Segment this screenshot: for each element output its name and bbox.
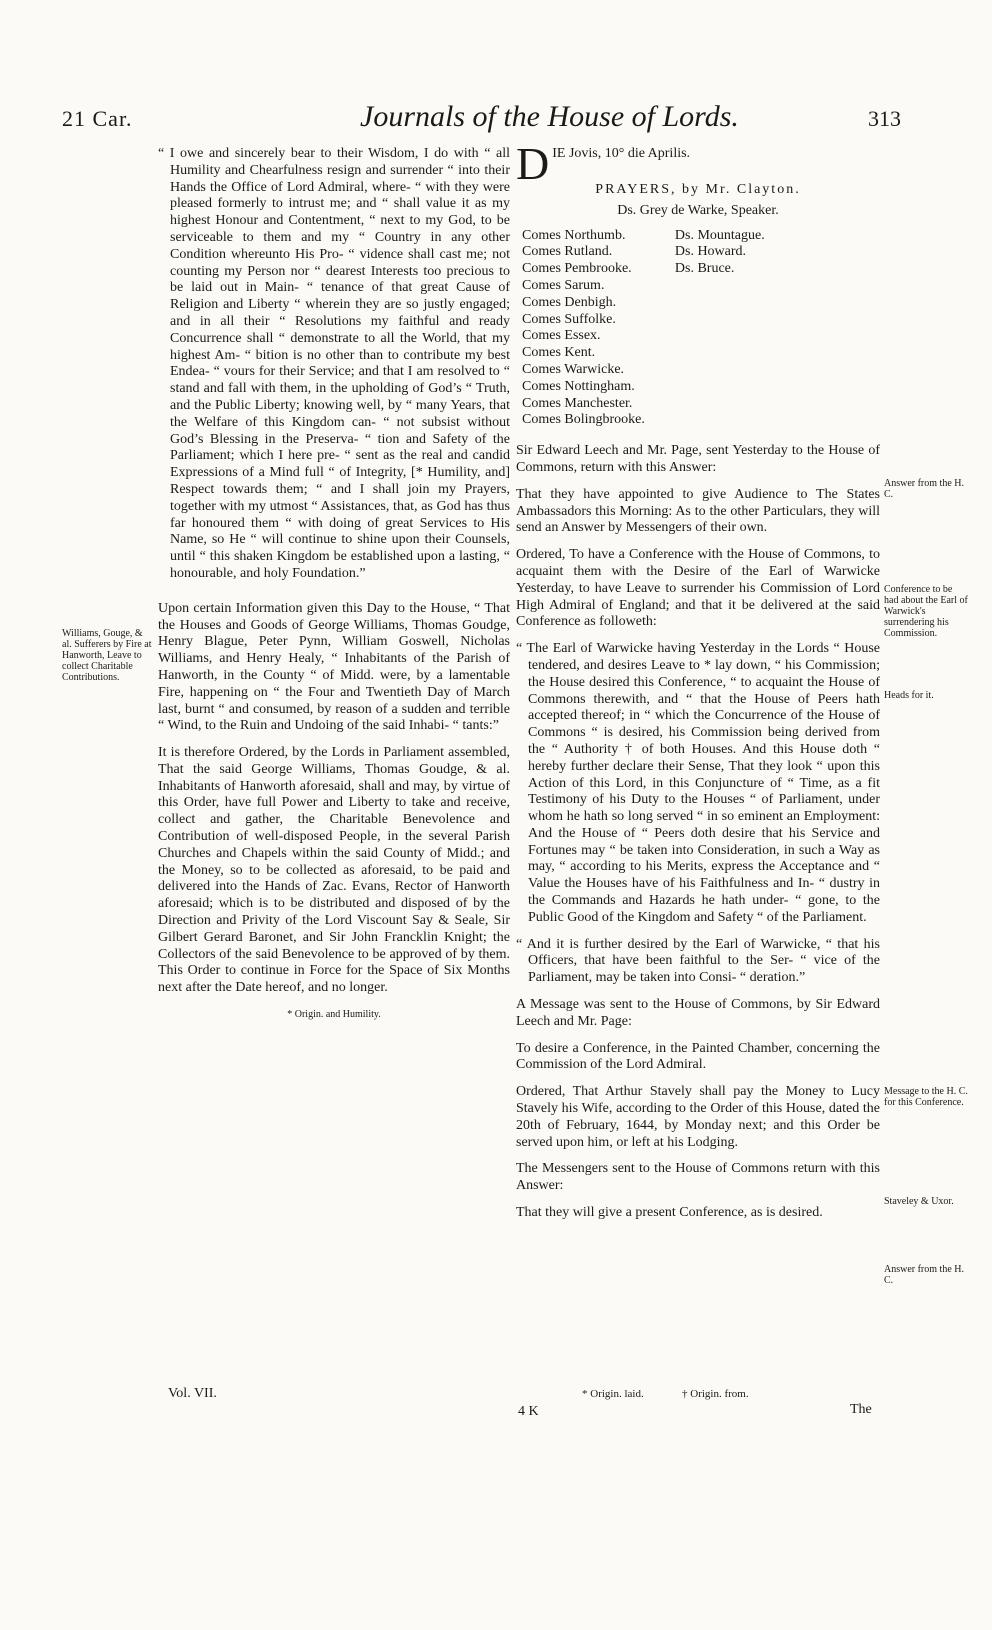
regnal-year: 21 Car. — [62, 106, 133, 131]
paragraph: Sir Edward Leech and Mr. Page, sent Yesterday to the House of Commons, return with this Answer: — [516, 443, 880, 475]
attendee: Comes Rutland. — [522, 244, 613, 260]
attendee: Comes Warwicke. — [522, 361, 625, 377]
attendee: Comes Sarum. — [522, 277, 605, 293]
paragraph: “ And it is further desired by the Earl of Warwicke, “ that his Officers, that have been faithful to the Ser- “ vice of the Parliament, may be taken into Consi- “ deration.” — [516, 936, 880, 986]
domini-list — [675, 228, 765, 430]
quote-continuation: “ I owe and sincerely bear to their Wisdom, I do with “ all Humility and Chearfulness resign and surrender “ into their Hands the Office of Lord Admiral, where- “ with they were pleased formerly to intrust me; and “ shall value it as my highest Honour and Contentment, “ next to my God, to be serviceable to them and my “ Country in any other Condition whereunto His Pro- “ vidence shall cast me; not counting my Person nor “ dearest Interests too precious to be laid out in Main- “ tenance of that great Cause of Religion and Liberty “ wherein they are so justly engaged; and in all their “ Resolutions my faithful and ready Concurrence shall “ demonstrate to all the World, that my highest Am- “ bition is no other than to contribute my best Endea- “ vours for their Service; and that I am resolved to “ stand and fall with them, in the upholding of God’s “ Truth, and the Public Liberty; knowing well, by “ many Years, that the Welfare of this Kingdom can- “ not subsist without God’s Blessing in the Preserva- “ tion and Safety of the Parliament; which I here pre- “ sent as the real and candid Expressions of a Mind full “ of Integrity, [* Humility, and] Respect towards them; “ and I shall join my Prayers, together with my utmost “ Assistances, that, as God has thus far honoured them “ with doing of great Services to His Name, so He “ will continue to shine upon their Counsels, until “ this shaken Kingdom be established upon a lasting, “ honourable, and holy Foundation.” — [158, 146, 510, 581]
paragraph: Ordered, To have a Conference with the House of Commons, to acquaint them with the Desire of the Earl of Warwicke Yesterday, to have Leave to surrender his Commission of Lord High Admiral of England; and that it be delivered at the said Conference as followeth: — [516, 547, 880, 630]
prayers-line: PRAYERS, by Mr. Clayton. — [595, 182, 801, 197]
paragraph: Ordered, That Arthur Stavely shall pay the Money to Lucy Stavely his Wife, according to the Order of this House, dated the 20th of February, 1644, by Monday next; and this Order be served upon him, or left at his Lodging. — [516, 1084, 880, 1150]
attendee: Ds. Mountague. — [674, 227, 765, 243]
attendee: Ds. Howard. — [674, 244, 747, 260]
catchword: The — [850, 1402, 872, 1417]
page-number: 313 — [868, 106, 901, 131]
attendee: Comes Denbigh. — [522, 294, 617, 310]
paragraph: “ The Earl of Warwicke having Yesterday in the Lords “ House tendered, and desires Leave to * lay down, “ his Commission; the House desired this Conference, “ to acquaint the House of Commons therewith, and “ that the House of Peers hath accepted thereof; in “ which the Concurrence of the House of Commons “ is desired, his Commission being derived from the “ Authority † of both Houses. And this House doth “ hereby further declare their Sense, That they look “ upon this Action of this Lord, in this Conjuncture of “ Time, as a fit Testimony of his Duty to the Houses “ of Parliament, under whom he hath so long served “ in so eminent an Employment: And the House of “ Peers doth desire that his Service and Fortunes may “ be taken into Consideration, in such a Way as may, “ according to his Merits, express the Acceptance and “ Value the Houses have of his Faithfulness and In- “ dustry in the Commands and Hazards he hath under- “ gone, to the Public Good of the Kingdom and Safety “ of the Parliament. — [516, 641, 880, 925]
signature-mark: 4 K — [518, 1404, 539, 1419]
margin-note: Conference to be had about the Earl of Warwick's surrendering his Commission. — [884, 584, 968, 639]
attendee: Ds. Bruce. — [674, 261, 735, 277]
date-line — [516, 138, 880, 189]
attendance-list — [522, 228, 880, 430]
attendee: Comes Manchester. — [522, 395, 633, 411]
attendee: Comes Bolingbrooke. — [522, 412, 645, 428]
information-paragraph: Upon certain Information given this Day to the House, “ That the Houses and Goods of George Williams, Thomas Goudge, Henry Blague, Peter Pynn, William Goswell, Nicholas Williams, and Henry Healy, “ Inhabitants of the Parish of Hanworth, in the County “ of Midd. were, by a lamentable Fire, happening on “ the Four and Twentieth Day of March last, burnt “ and consumed, by reason of a sudden and terrible “ Wind, to the Ruin and Undoing of the said Inhabi- “ tants:” — [158, 600, 510, 734]
left-column — [158, 146, 510, 1030]
margin-note: Answer from the H. C. — [884, 1264, 964, 1286]
attendee: Comes Northumb. — [522, 227, 626, 243]
date-text: IE Jovis, 10° die Aprilis. — [552, 146, 691, 161]
margin-note: Staveley & Uxor. — [884, 1196, 954, 1207]
attendee: Comes Suffolke. — [522, 311, 616, 327]
page-title: Journals of the House of Lords. — [360, 100, 739, 133]
footnote: * Origin. laid. — [582, 1388, 644, 1400]
margin-note-williams: Williams, Gouge, & al. Sufferers by Fire at Hanworth, Leave to collect Charitable Contributions. — [62, 628, 152, 683]
footnote: † Origin. from. — [682, 1388, 749, 1400]
attendee: Comes Essex. — [522, 328, 601, 344]
order-paragraph: It is therefore Ordered, by the Lords in Parliament assembled, That the said George Williams, Thomas Goudge, & al. Inhabitants of Hanworth aforesaid, shall and may, by virtue of this Order, have full Power and Liberty to take and receive, collect and gather, the Charitable Benevolence and Contribution of well-disposed People, in the several Parish Churches and Chapels within the said County of Midd.; and the Money, so to be collected as aforesaid, to be paid and delivered into the Hands of Zac. Evans, Rector of Hanworth aforesaid; which is to be distributed and disposed of by the Direction and Privity of the Lord Viscount Say & Seale, Sir Gilbert Gerard Baronet, and Sir John Francklin Knight; the Collectors of the said Benevolence to be approved of by them. This Order to continue in Force for the Space of Six Months next after the Date hereof, and no longer. — [158, 745, 510, 996]
comites-list — [522, 228, 645, 430]
margin-note: Heads for it. — [884, 690, 934, 701]
right-column — [516, 138, 880, 1232]
paragraph: A Message was sent to the House of Commons, by Sir Edward Leech and Mr. Page: — [516, 997, 880, 1029]
attendee: Comes Kent. — [522, 345, 596, 361]
drop-cap: D — [516, 138, 550, 189]
paragraph: The Messengers sent to the House of Commons return with this Answer: — [516, 1161, 880, 1194]
paragraph: That they have appointed to give Audience to The States Ambassadors this Morning: As to the other Particulars, they will send an Answer by Messengers of their own. — [516, 486, 880, 536]
paragraph: To desire a Conference, in the Painted Chamber, concerning the Commission of the Lord Admiral. — [516, 1040, 880, 1073]
paragraph: That they will give a present Conference, as is desired. — [516, 1205, 823, 1221]
attendee: Comes Nottingham. — [522, 378, 635, 394]
footnote: * Origin. and Humility. — [287, 1009, 381, 1021]
volume-label: Vol. VII. — [168, 1386, 217, 1401]
attendee: Comes Pembrooke. — [522, 261, 632, 277]
margin-note: Message to the H. C. for this Conference. — [884, 1086, 968, 1108]
margin-note: Answer from the H. C. — [884, 478, 964, 500]
speaker-line: Ds. Grey de Warke, Speaker. — [617, 202, 779, 218]
